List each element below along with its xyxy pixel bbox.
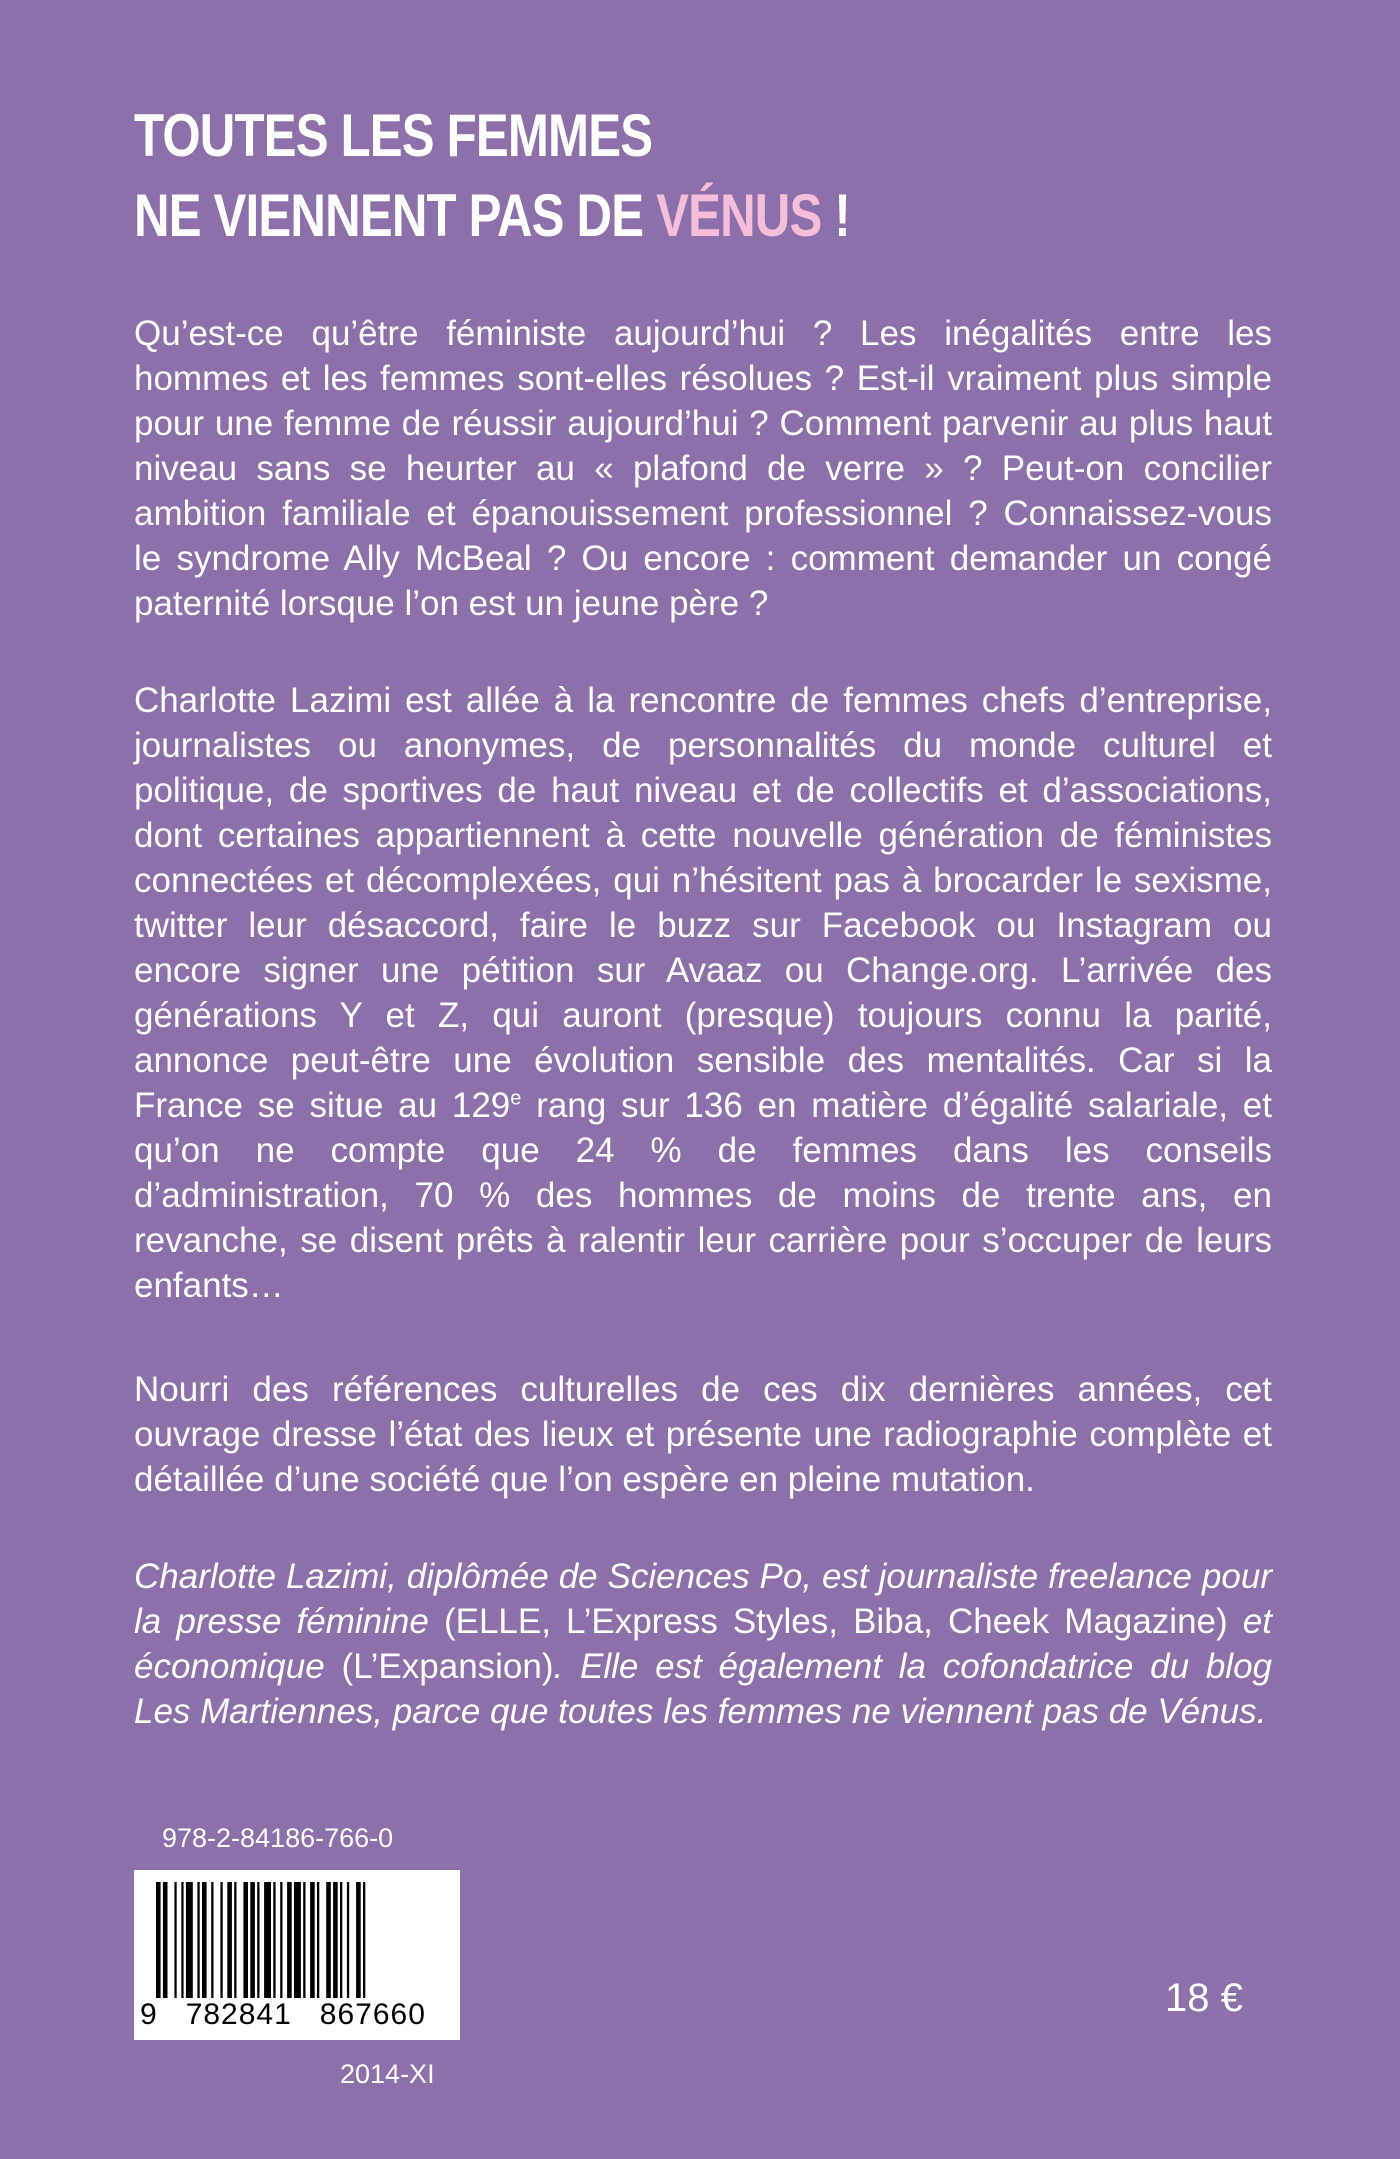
- barcode-bar: [220, 1882, 222, 1998]
- bio-roman-2: (L’Expansion): [324, 1647, 554, 1686]
- barcode-bar: [174, 1882, 176, 1998]
- barcode-bar: [264, 1882, 271, 1998]
- price: 18 €: [1165, 1976, 1243, 2020]
- barcode-bar: [163, 1882, 168, 1998]
- barcode-bar: [303, 1882, 305, 1998]
- barcode-bar: [250, 1882, 255, 1998]
- paragraph-3-text: Nourri des références culturelles de ces dix dernières années, cet ouvrage dresse l’état des lieux et présente une radiographie complète et détaillée d’une société que l’on espère en pleine mutation.: [134, 1370, 1272, 1499]
- barcode-bar: [347, 1882, 349, 1998]
- barcode-bar: [310, 1882, 315, 1998]
- bio-italic-3: . Elle est également la cofondatrice du blog Les Martiennes, parce que toutes les femmes ne viennent pas de Vénus.: [134, 1647, 1273, 1731]
- barcode-bar: [234, 1882, 236, 1998]
- paragraph-4-text: [134, 1554, 1272, 1734]
- barcode-bar: [227, 1882, 232, 1998]
- barcode-bar: [211, 1882, 213, 1998]
- barcode-bar: [294, 1882, 301, 1998]
- bio-italic-1: Charlotte Lazimi, diplômée de Sciences Po, est journaliste freelance pour la presse féminine: [134, 1557, 1272, 1641]
- barcode-bar: [156, 1882, 161, 1998]
- barcode-bar: [340, 1882, 342, 1998]
- barcode-bar: [181, 1882, 183, 1998]
- title-line-2-suffix: !: [821, 182, 850, 249]
- barcode-bar: [317, 1882, 319, 1998]
- barcode-bar: [356, 1882, 361, 1998]
- paragraph-author-research: [134, 678, 1272, 1308]
- barcode-bar: [197, 1882, 199, 1998]
- paragraph-1-text: Qu’est-ce qu’être féministe aujourd’hui ? Les inégalités entre les hommes et les femmes sont-elles résolues ? Est-il vraiment plus simple pour une femme de réussir aujourd’hui ? Comment parvenir au plus haut niveau sans se heurter au « plafond de verre » ? Peut-on concilier ambition familiale et épanouissement professionnel ? Connaissez-vous le syndrome Ally McBeal ? Ou encore : comment demander un congé paternité lorsque l’on est un jeune père ?: [134, 314, 1272, 623]
- barcode-digits: 9 782841 867660: [140, 1998, 426, 2031]
- barcode-bar: [363, 1882, 365, 1998]
- cover-title: [134, 96, 1052, 256]
- title-accent-venus: VÉNUS: [656, 182, 822, 249]
- paragraph-2-part-2: rang sur 136 en matière d’égalité salariale, et qu’on ne compte que 24 % de femmes dans les conseils d’administration, 70 % des hommes de moins de trente ans, en revanche, se disent prêts à ralentir leur carrière pour s’occuper de leurs enfants…: [134, 1086, 1272, 1305]
- barcode-bar: [202, 1882, 207, 1998]
- bio-italic-2: et économique: [134, 1602, 1272, 1686]
- barcode-bar: [243, 1882, 248, 1998]
- title-line-2: [134, 176, 1052, 256]
- title-line-1: TOUTES LES FEMMES: [134, 102, 653, 169]
- barcode-bar: [280, 1882, 282, 1998]
- barcode: [134, 1870, 460, 2040]
- paragraph-questions: [134, 311, 1272, 626]
- barcode-bar: [186, 1882, 193, 1998]
- paragraph-summary: [134, 1367, 1272, 1502]
- isbn-number: 978-2-84186-766-0: [162, 1823, 394, 1853]
- ordinal-superscript: e: [510, 1087, 522, 1110]
- barcode-bar: [326, 1882, 331, 1998]
- bio-roman-1: (ELLE, L’Express Styles, Biba, Cheek Magazine): [428, 1602, 1243, 1641]
- paragraph-2-part-1: Charlotte Lazimi est allée à la rencontre de femmes chefs d’entreprise, journalistes ou anonymes, de personnalités du monde culturel et politique, de sportives de haut niveau et de collectifs et d’associations, dont certaines appartiennent à cette nouvelle génération de féministes connectées et décomplexées, qui n’hésitent pas à brocarder le sexisme, twitter leur désaccord, faire le buzz sur Facebook ou Instagram ou encore signer une pétition sur Avaaz ou Change.org. L’arrivée des générations Y et Z, qui auront (presque) toujours connu la parité, annonce peut-être une évolution sensible des mentalités. Car si la France se situe au 129: [134, 681, 1272, 1125]
- barcode-bar: [257, 1882, 259, 1998]
- paragraph-author-bio: [134, 1554, 1272, 1734]
- barcode-bar: [273, 1882, 275, 1998]
- barcode-bar: [287, 1882, 292, 1998]
- barcode-bar: [333, 1882, 338, 1998]
- title-line-2-prefix: NE VIENNENT PAS DE: [134, 182, 657, 249]
- paragraph-2-text: [134, 678, 1272, 1308]
- edition-code: 2014-XI: [340, 2059, 435, 2089]
